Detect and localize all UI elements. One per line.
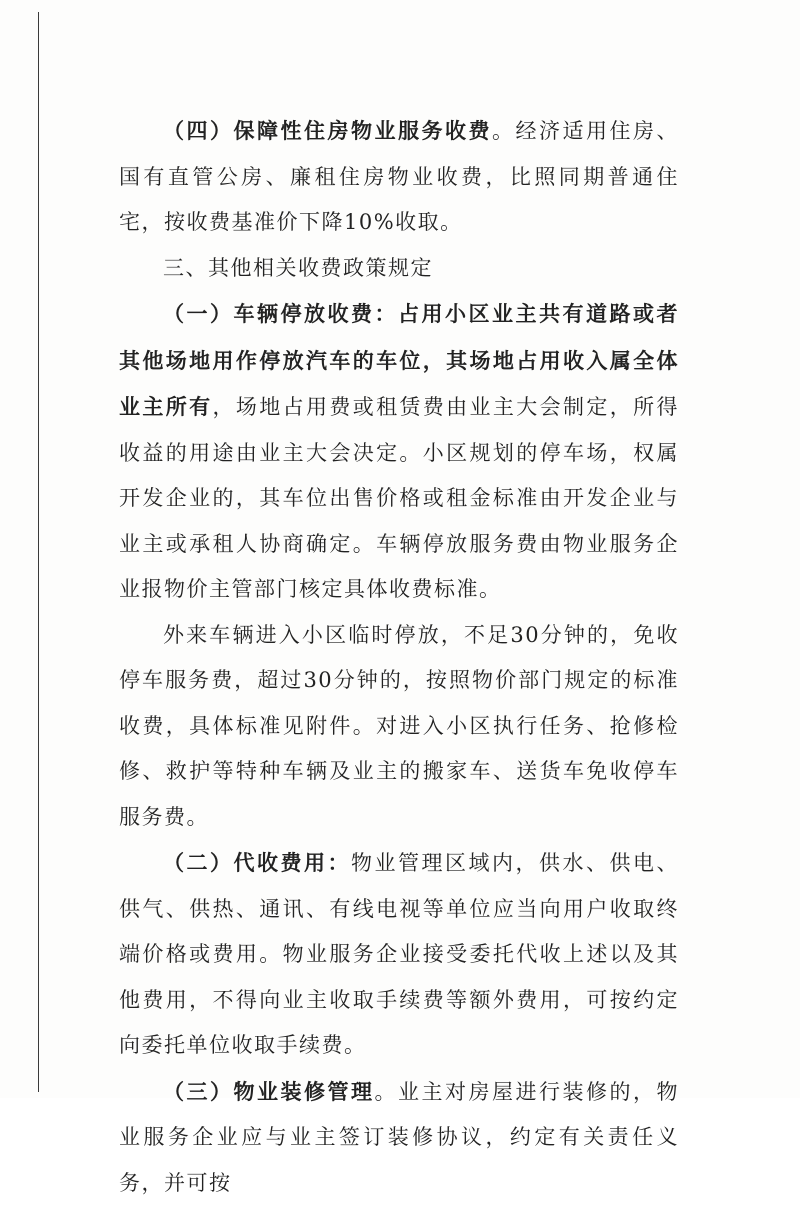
heading-affordable-housing-fee: （四）保障性住房物业服务收费 — [163, 118, 492, 143]
paragraph-text: 三、其他相关收费政策规定 — [163, 256, 433, 280]
document-body — [119, 108, 679, 1206]
heading-collected-fees: （二）代收费用： — [163, 850, 351, 875]
heading-renovation-management: （三）物业装修管理 — [163, 1079, 375, 1104]
paragraph-text: 外来车辆进入小区临时停放，不足30分钟的，免收停车服务费，超过30分钟的，按照物价部门规定的标准收费，具体标准见附件。对进入小区执行任务、抢修检修、救护等特种车辆及业主的搬家车、送货车免收停车服务费。 — [119, 623, 679, 829]
paragraph-renovation-management — [119, 1069, 679, 1206]
paragraph-text: 物业管理区域内，供水、供电、供气、供热、通讯、有线电视等单位应当向用户收取终端价格或费用。物业服务企业接受委托代收上述以及其他费用，不得向业主收取手续费等额外费用，可按约定向委托单位收取手续费。 — [119, 851, 679, 1057]
paragraph-affordable-housing-fee — [119, 108, 679, 246]
heading-parking-fee: （一）车辆停放收费：占用小区业主共有道路或者其他场地用作停放汽车的车位，其场地占用收入属全体业主所有 — [119, 301, 679, 419]
paragraph-text: 。经济适用住房、国有直管公房、廉租住房物业收费，比照同期普通住宅，按收费基准价下降10%收取。 — [119, 119, 679, 234]
binding-margin-line — [38, 12, 39, 1092]
paragraph-text: 。业主对房屋进行装修的，物业服务企业应与业主签订装修协议，约定有关责任义务，并可按 — [119, 1080, 679, 1195]
paragraph-text: ，场地占用费或租赁费由业主大会制定，所得收益的用途由业主大会决定。小区规划的停车场，权属开发企业的，其车位出售价格或租金标准由开发企业与业主或承租人协商确定。车辆停放服务费由物业服务企业报物价主管部门核定具体收费标准。 — [119, 395, 679, 601]
paragraph-collected-fees — [119, 840, 679, 1069]
paragraph-visitor-parking — [119, 613, 679, 841]
paragraph-parking-fee — [119, 291, 679, 613]
section-heading-other-policies — [119, 246, 679, 292]
